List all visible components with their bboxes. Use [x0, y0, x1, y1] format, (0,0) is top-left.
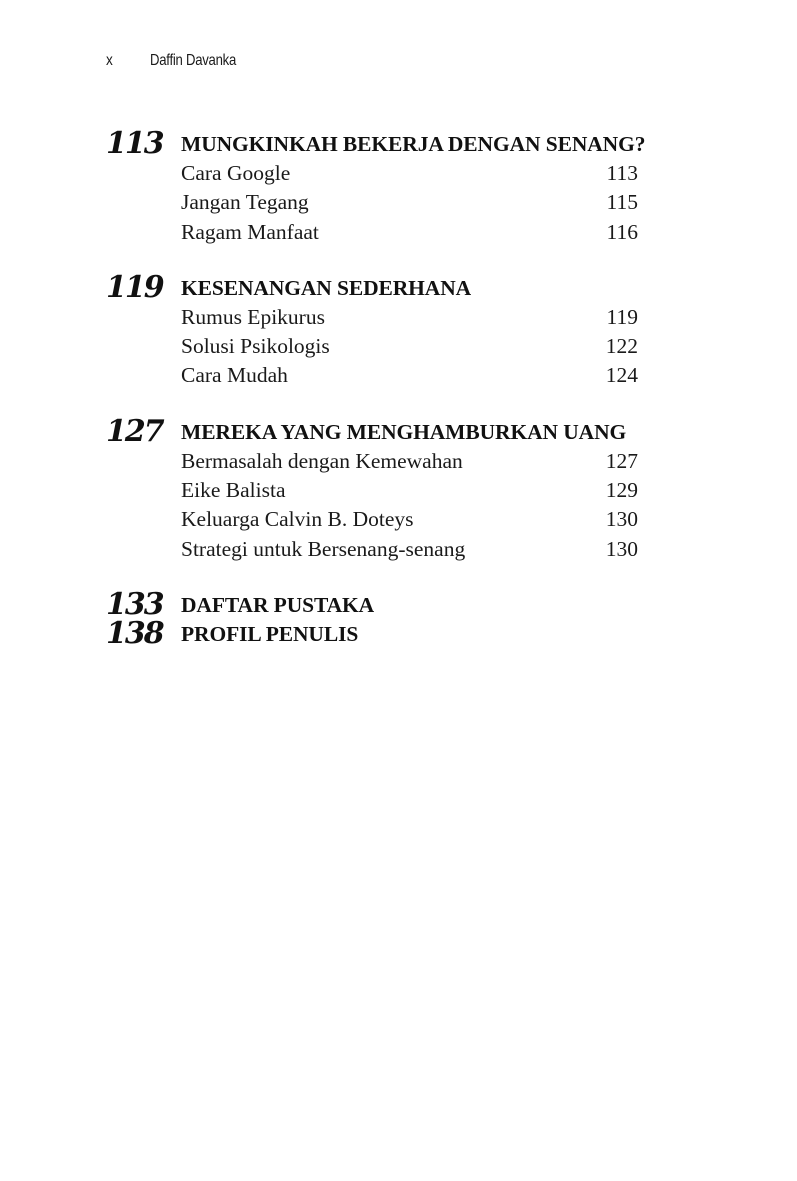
chapter-page-number: 133 [106, 586, 163, 622]
chapter-page-number: 138 [106, 615, 163, 651]
running-header [106, 52, 255, 70]
toc-entry[interactable] [181, 505, 638, 534]
entry-page-number: 130 [605, 536, 638, 561]
chapter-page-number: 113 [106, 126, 163, 161]
chapter-title[interactable]: KESENANGAN SEDERHANA [181, 275, 472, 300]
entry-label: Keluarga Calvin B. Doteys [181, 507, 414, 532]
toc-chapter [106, 269, 666, 391]
entry-label: Strategi untuk Bersenang-senang [181, 536, 466, 561]
toc-entry[interactable] [181, 218, 638, 247]
toc-entry[interactable] [181, 159, 638, 188]
running-header-author: Daffin Davanka [150, 52, 237, 69]
entry-label: Cara Google [181, 161, 291, 185]
toc-entry[interactable] [181, 188, 638, 217]
entry-page-number: 119 [606, 304, 638, 329]
entry-page-number: 113 [606, 161, 638, 185]
entry-page-number: 115 [606, 190, 638, 215]
chapter-title[interactable]: DAFTAR PUSTAKA [181, 592, 375, 617]
toc-chapter [106, 126, 666, 247]
entry-page-number: 129 [605, 478, 638, 503]
entry-label: Cara Mudah [181, 363, 288, 388]
chapter-page-number: 119 [106, 269, 163, 305]
toc-entry[interactable] [181, 535, 638, 564]
entry-label: Jangan Tegang [181, 190, 309, 215]
entry-label: Solusi Psikologis [181, 334, 330, 359]
table-of-contents [106, 126, 666, 651]
entry-label: Eike Balista [181, 478, 286, 503]
entry-page-number: 127 [605, 448, 638, 473]
chapter-title[interactable]: PROFIL PENULIS [181, 621, 359, 646]
toc-chapter [106, 615, 666, 651]
entry-page-number: 122 [605, 334, 638, 359]
toc-chapter [106, 413, 666, 564]
chapter-page-number: 127 [106, 413, 163, 449]
page-folio: x [106, 52, 113, 69]
entry-label: Bermasalah dengan Kemewahan [181, 448, 463, 473]
toc-entry[interactable] [181, 332, 638, 361]
toc-entry[interactable] [181, 361, 638, 390]
toc-entry[interactable] [181, 447, 638, 476]
entry-page-number: 116 [606, 219, 638, 244]
chapter-title[interactable]: MEREKA YANG MENGHAMBURKAN UANG [181, 419, 627, 444]
toc-chapter [106, 586, 666, 622]
toc-entry[interactable] [181, 476, 638, 505]
entry-page-number: 124 [605, 363, 638, 388]
entry-label: Rumus Epikurus [181, 304, 325, 329]
entry-label: Ragam Manfaat [181, 219, 319, 244]
entry-page-number: 130 [605, 507, 638, 532]
chapter-title[interactable]: MUNGKINKAH BEKERJA DENGAN SENANG? [181, 132, 646, 156]
toc-entry[interactable] [181, 303, 638, 332]
